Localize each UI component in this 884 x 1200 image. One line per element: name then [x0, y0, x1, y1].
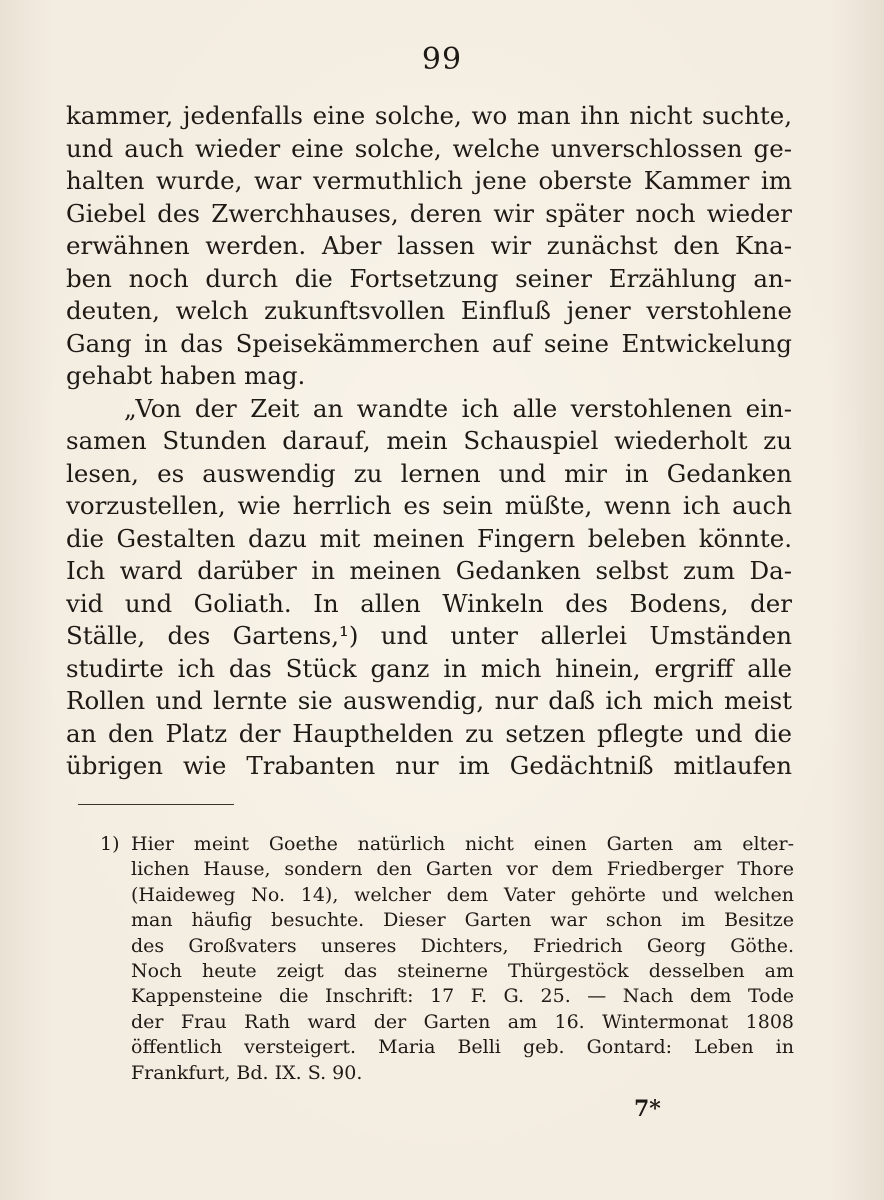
footnote-line: Noch heute zeigt das steinerne Thürgestöck desselben am	[131, 959, 794, 982]
footnote-separator-rule	[78, 804, 234, 805]
text-line: übrigen wie Trabanten nur im Gedächtniß mitlaufen	[66, 751, 792, 780]
paragraph-end-line: gehabt haben mag.	[66, 361, 306, 390]
footnote-line: lichen Hause, sondern den Garten vor dem Friedberger Thore	[131, 858, 794, 881]
footnote-line: öffentlich versteigert. Maria Belli geb. Gontard: Leben in	[131, 1036, 794, 1059]
footnote-line: der Frau Rath ward der Garten am 16. Wintermonat 1808	[131, 1010, 794, 1033]
text-line: vid und Goliath. In allen Winkeln des Bodens, der	[66, 588, 792, 618]
text-line: Rollen und lernte sie auswendig, nur daß ich mich meist	[66, 686, 792, 715]
footnote-line-text: Hier meint Goethe natürlich nicht einen Garten am elter-	[131, 833, 794, 855]
text-line: Gang in das Speisekämmerchen auf seine Entwickelung	[66, 328, 792, 358]
text-line: Ich ward darüber in meinen Gedanken selbst zum Da-	[66, 556, 792, 585]
text-line: erwähnen werden. Aber lassen wir zunächst den Kna-	[66, 231, 792, 260]
footnote-block	[100, 832, 794, 1086]
text-line: vorzustellen, wie herrlich es sein müßte, wenn ich auch	[66, 491, 792, 520]
footnote-line: Kappensteine die Inschrift: 17 F. G. 25. — Nach dem Tode	[131, 985, 794, 1008]
text-line: und auch wieder eine solche, welche unverschlossen ge-	[66, 133, 792, 163]
footnote-line: des Großvaters unseres Dichters, Friedrich Georg Göthe.	[131, 934, 794, 957]
footnote-marker: 1)	[100, 833, 120, 855]
text-line: studirte ich das Stück ganz in mich hinein, ergriff alle	[66, 653, 792, 683]
text-line: an den Platz der Haupthelden zu setzen pflegte und die	[66, 718, 792, 748]
text-line: samen Stunden darauf, mein Schauspiel wiederholt zu	[66, 426, 792, 455]
footnote-line: man häufig besuchte. Dieser Garten war schon im Besitze	[131, 909, 794, 932]
text-line: deuten, welch zukunftsvollen Einfluß jener verstohlene	[66, 296, 792, 325]
paragraph-start-line: „Von der Zeit an wandte ich alle verstohlenen ein-	[124, 393, 792, 423]
text-line: lesen, es auswendig zu lernen und mir in Gedanken	[66, 458, 792, 488]
footnote-line: (Haideweg No. 14), welcher dem Vater gehörte und welchen	[131, 883, 794, 906]
text-line: Ställe, des Gartens,¹) und unter allerlei Umständen	[66, 621, 792, 650]
main-text-block	[66, 100, 792, 783]
footnote-first-line	[100, 832, 794, 857]
text-line: ben noch durch die Fortsetzung seiner Erzählung an-	[66, 263, 792, 293]
text-line: Giebel des Zwerchhauses, deren wir später noch wieder	[66, 198, 792, 228]
text-line: die Gestalten dazu mit meinen Fingern beleben könnte.	[66, 523, 792, 553]
text-line: kammer, jedenfalls eine solche, wo man ihn nicht suchte,	[66, 101, 792, 130]
page-number: 99	[421, 42, 463, 77]
signature-mark: 7*	[634, 1096, 661, 1122]
footnote-line: Frankfurt, Bd. IX. S. 90.	[131, 1061, 363, 1084]
text-line: halten wurde, war vermuthlich jene oberste Kammer im	[66, 166, 792, 195]
